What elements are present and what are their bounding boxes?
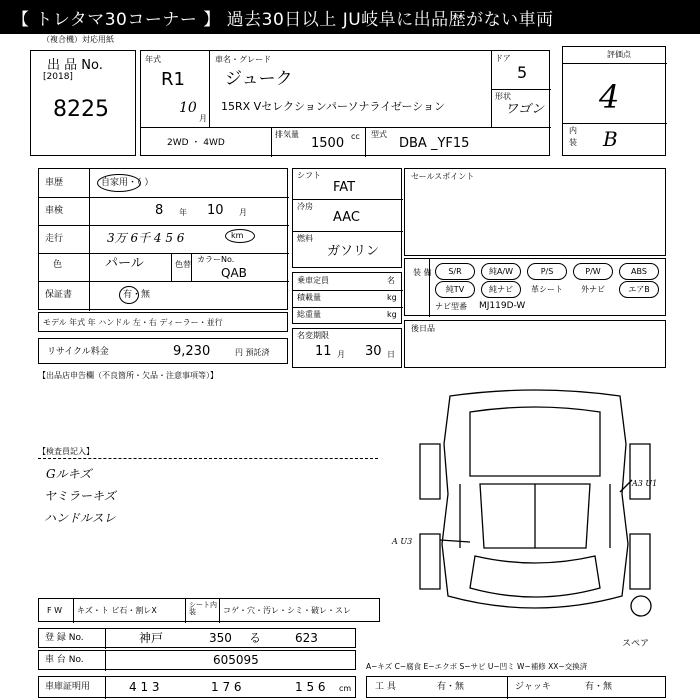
warranty-label: 保証書 bbox=[45, 290, 73, 300]
displacement-label: 排気量 bbox=[275, 130, 299, 139]
tools-row bbox=[366, 676, 666, 698]
chassis-value: 605095 bbox=[213, 653, 259, 667]
model-row-text: モデル 年式 年 ハンドル 左・右 ディーラー・並行 bbox=[43, 318, 223, 327]
interior-label-2: 装 bbox=[569, 138, 577, 147]
month-value: 10 bbox=[179, 100, 197, 116]
mileage: 3万 6千 4 5 6 bbox=[107, 231, 185, 245]
history-box bbox=[38, 168, 288, 310]
year-label: 年式 bbox=[145, 55, 161, 64]
doors: 5 bbox=[517, 63, 528, 82]
shift-value: FAT bbox=[333, 180, 356, 195]
banner-title: 【 トレタマ30コーナー 】 過去30日以上 JU岐阜に出品歴がない車両 bbox=[0, 0, 700, 34]
option-abs: ABS bbox=[619, 263, 659, 280]
color-label: 色 bbox=[53, 260, 63, 270]
warranty-value: 有・無 bbox=[123, 290, 151, 300]
navi-label: ナビ型番 bbox=[435, 302, 467, 311]
model-row bbox=[38, 312, 288, 332]
car-diagram bbox=[400, 384, 670, 624]
shift-box bbox=[292, 168, 402, 268]
body-label: 形状 bbox=[495, 92, 511, 101]
option-ext-navi: 外ナビ bbox=[581, 285, 605, 294]
diagram-note-right: A3 U1 bbox=[632, 479, 658, 488]
cert-width: 1 7 6 bbox=[211, 680, 242, 694]
spare-label: スペア bbox=[622, 639, 650, 649]
seat-label: シート内装 bbox=[189, 601, 217, 616]
lot-number: 8225 bbox=[53, 97, 109, 122]
recycle-unit: 円 預託済 bbox=[235, 348, 270, 357]
reg-deadline-month: 11 bbox=[315, 344, 332, 359]
body-type: ワゴン bbox=[505, 102, 545, 117]
cert-height: 1 5 6 bbox=[295, 680, 326, 694]
load-label: 積載量 bbox=[297, 293, 321, 302]
diagram-note-left: A U3 bbox=[392, 537, 413, 546]
chassis-label: 車 台 No. bbox=[45, 655, 84, 665]
color-value: パール bbox=[105, 256, 144, 271]
cert-row bbox=[38, 676, 356, 698]
rear-items-label: 後日品 bbox=[411, 324, 435, 333]
model-code: DBA _YF15 bbox=[399, 136, 470, 151]
registration-area: 神戸 bbox=[139, 631, 164, 645]
mileage-label: 走行 bbox=[45, 234, 64, 244]
model-label: 型式 bbox=[371, 130, 387, 139]
cert-unit: cm bbox=[339, 684, 352, 693]
chassis-row bbox=[38, 650, 356, 670]
door-label: ドア bbox=[495, 54, 511, 63]
fw-value: キズ・ト ビ石・割レX bbox=[77, 606, 157, 615]
cert-label: 車庫証明用 bbox=[45, 682, 91, 692]
sheet-note: （複合機）対応用紙 bbox=[42, 35, 114, 44]
displacement-unit: cc bbox=[351, 132, 360, 141]
option-pw: P/W bbox=[573, 263, 613, 280]
score-box bbox=[562, 46, 666, 156]
ac-label: 冷房 bbox=[297, 202, 313, 211]
damage-legend: A−キズ C−腐食 E−エクボ S−サビ U−凹ミ W−補修 XX−交換済 bbox=[366, 662, 588, 671]
passengers-unit: 名 bbox=[387, 276, 395, 285]
name-label: 車名・グレード bbox=[215, 55, 271, 64]
jack-label: ジャッキ bbox=[515, 682, 551, 692]
drive-type: 2WD ・ 4WD bbox=[167, 138, 225, 148]
declaration-label: 【出品店申告欄（不良箇所・欠品・注意事項等）】 bbox=[38, 371, 218, 380]
option-alloy-wheel: 純A/W bbox=[481, 263, 521, 280]
lot-label: 出 品 No. bbox=[47, 58, 103, 73]
option-leather: 革シート bbox=[531, 285, 563, 294]
interior-score: B bbox=[603, 127, 618, 151]
inspection-label: 車検 bbox=[45, 206, 64, 216]
cert-length: 4 1 3 bbox=[129, 680, 160, 694]
car-name: ジューク bbox=[225, 69, 293, 89]
ac-value: AAC bbox=[333, 210, 360, 225]
sales-point-box bbox=[404, 168, 666, 256]
inspection-year-unit: 年 bbox=[179, 208, 187, 217]
lot-box bbox=[30, 50, 136, 156]
inspection-month: 10 bbox=[207, 203, 224, 218]
registration-row bbox=[38, 628, 356, 648]
option-airbag: エアB bbox=[619, 281, 659, 298]
recycle-value: 9,230 bbox=[173, 344, 211, 359]
recycle-row bbox=[38, 338, 288, 364]
option-navi: 純ナビ bbox=[481, 281, 521, 298]
mileage-unit: km bbox=[231, 231, 244, 240]
displacement: 1500 bbox=[311, 136, 345, 151]
sales-point-label: セールスポイント bbox=[411, 172, 475, 181]
gross-label: 総重量 bbox=[297, 310, 321, 319]
year-value: R1 bbox=[161, 69, 185, 90]
equipment-label-1: 装 備 bbox=[413, 268, 432, 277]
rear-items-box bbox=[404, 320, 666, 368]
tools-value: 有・無 bbox=[437, 682, 465, 692]
inspector-note-1: Gルキズ bbox=[46, 467, 92, 481]
option-sr: S/R bbox=[435, 263, 475, 280]
fw-row bbox=[38, 598, 380, 622]
capacity-box bbox=[292, 272, 402, 324]
color-no-label: カラーNo. bbox=[197, 255, 235, 264]
navi-model: MJ119D-W bbox=[479, 301, 526, 311]
color-no: QAB bbox=[221, 266, 247, 280]
reg-deadline-day-unit: 日 bbox=[387, 350, 395, 359]
inspection-month-unit: 月 bbox=[239, 208, 247, 217]
score-label: 評価点 bbox=[607, 50, 631, 59]
load-unit: kg bbox=[387, 293, 397, 302]
registration-label: 登 録 No. bbox=[45, 633, 84, 643]
registration-class: 350 bbox=[209, 631, 232, 645]
option-ps: P/S bbox=[527, 263, 567, 280]
passengers-label: 乗車定員 bbox=[297, 276, 329, 285]
reg-deadline-month-unit: 月 bbox=[337, 350, 345, 359]
fuel-value: ガソリン bbox=[327, 244, 380, 259]
registration-number: 623 bbox=[295, 631, 318, 645]
inspector-label: 【検査員記入】 bbox=[38, 447, 94, 456]
score-value: 4 bbox=[599, 78, 620, 116]
fuel-label: 燃料 bbox=[297, 234, 313, 243]
jack-value: 有・無 bbox=[585, 682, 613, 692]
seat-value: コゲ・穴・汚レ・シミ・破レ・スレ bbox=[223, 606, 351, 615]
color-change: 色替 bbox=[175, 260, 191, 269]
recycle-label: リサイクル料金 bbox=[47, 347, 109, 357]
inspection-year: 8 bbox=[155, 203, 164, 218]
fw-label: F W bbox=[47, 606, 63, 615]
inspector-note-2: ヤミラーキズ bbox=[44, 489, 116, 503]
gross-unit: kg bbox=[387, 310, 397, 319]
lot-year-tag: [2018] bbox=[43, 72, 73, 82]
history-value: 自家用・（ ） bbox=[101, 178, 154, 188]
shift-label: シフト bbox=[297, 171, 321, 180]
equipment-box bbox=[404, 258, 666, 316]
inspector-note-3: ハンドルスレ bbox=[44, 511, 116, 525]
registration-kana: る bbox=[249, 631, 262, 645]
month-unit: 月 bbox=[199, 114, 207, 123]
reg-deadline-day: 30 bbox=[365, 344, 382, 359]
reg-deadline-label: 名変期限 bbox=[297, 331, 329, 340]
grade: 15RX Vセレクションパーソナライゼーション bbox=[221, 100, 446, 113]
tools-label: 工 具 bbox=[375, 682, 396, 692]
option-tv: 純TV bbox=[435, 281, 475, 298]
history-label: 車歴 bbox=[45, 178, 64, 188]
interior-label-1: 内 bbox=[569, 126, 577, 135]
vehicle-box bbox=[140, 50, 550, 156]
reg-deadline-box bbox=[292, 328, 402, 368]
